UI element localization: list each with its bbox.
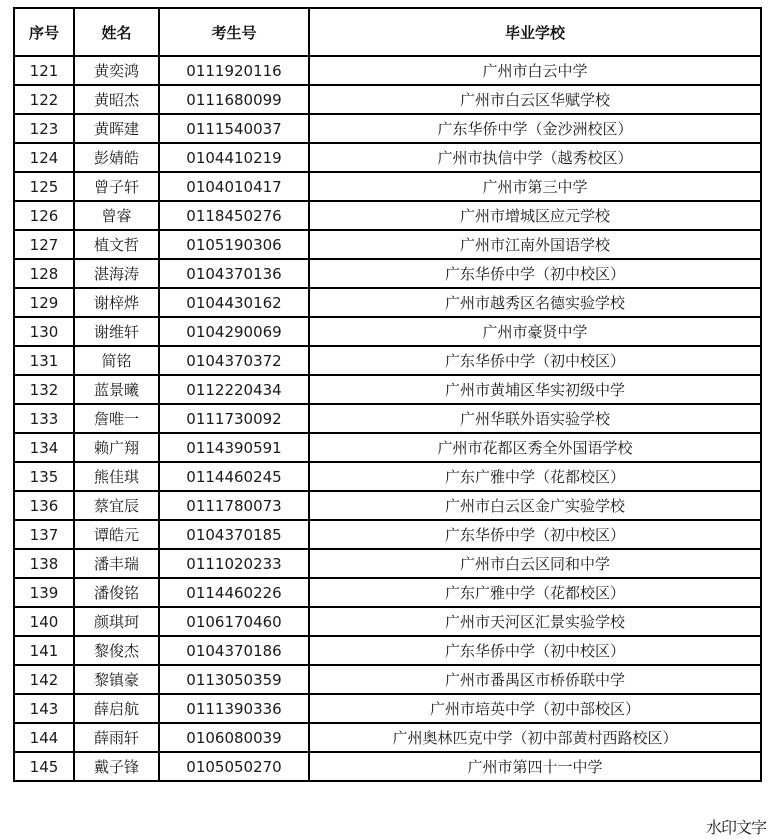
cell-name: 曾睿 — [74, 201, 159, 230]
cell-seq: 133 — [14, 404, 74, 433]
cell-exam-id: 0114460245 — [159, 462, 309, 491]
student-roster-table — [13, 7, 762, 782]
cell-school: 广州华联外语实验学校 — [309, 404, 761, 433]
cell-exam-id: 0111540037 — [159, 114, 309, 143]
table-row — [14, 317, 761, 346]
table-row — [14, 201, 761, 230]
table-row — [14, 114, 761, 143]
cell-school: 广州市白云区华赋学校 — [309, 85, 761, 114]
cell-name: 曾子轩 — [74, 172, 159, 201]
cell-school: 广州市白云中学 — [309, 56, 761, 85]
watermark-text: 水印文字 — [706, 818, 767, 837]
cell-school: 广州市第四十一中学 — [309, 752, 761, 781]
cell-seq: 137 — [14, 520, 74, 549]
cell-seq: 128 — [14, 259, 74, 288]
cell-school: 广州市执信中学（越秀校区） — [309, 143, 761, 172]
cell-seq: 144 — [14, 723, 74, 752]
cell-name: 戴子锋 — [74, 752, 159, 781]
cell-seq: 121 — [14, 56, 74, 85]
table-row — [14, 491, 761, 520]
table-row — [14, 230, 761, 259]
cell-exam-id: 0104430162 — [159, 288, 309, 317]
table-row — [14, 694, 761, 723]
cell-school: 广东广雅中学（花都校区） — [309, 462, 761, 491]
cell-seq: 140 — [14, 607, 74, 636]
cell-school: 广州奥林匹克中学（初中部黄村西路校区） — [309, 723, 761, 752]
cell-seq: 130 — [14, 317, 74, 346]
table-row — [14, 259, 761, 288]
cell-seq: 136 — [14, 491, 74, 520]
cell-exam-id: 0113050359 — [159, 665, 309, 694]
cell-school: 广州市江南外国语学校 — [309, 230, 761, 259]
cell-exam-id: 0106080039 — [159, 723, 309, 752]
table-row — [14, 607, 761, 636]
cell-school: 广东华侨中学（金沙洲校区） — [309, 114, 761, 143]
cell-school: 广州市黄埔区华实初级中学 — [309, 375, 761, 404]
cell-name: 简铭 — [74, 346, 159, 375]
cell-name: 彭婧皓 — [74, 143, 159, 172]
cell-exam-id: 0104370185 — [159, 520, 309, 549]
cell-exam-id: 0114460226 — [159, 578, 309, 607]
cell-exam-id: 0106170460 — [159, 607, 309, 636]
table-row — [14, 404, 761, 433]
cell-name: 谢维轩 — [74, 317, 159, 346]
cell-exam-id: 0111020233 — [159, 549, 309, 578]
header-school: 毕业学校 — [309, 8, 761, 56]
cell-name: 熊佳琪 — [74, 462, 159, 491]
table-row — [14, 462, 761, 491]
table-row — [14, 578, 761, 607]
cell-name: 詹唯一 — [74, 404, 159, 433]
cell-school: 广东华侨中学（初中校区） — [309, 636, 761, 665]
cell-school: 广州市花都区秀全外国语学校 — [309, 433, 761, 462]
cell-name: 谭皓元 — [74, 520, 159, 549]
cell-seq: 134 — [14, 433, 74, 462]
cell-school: 广东华侨中学（初中校区） — [309, 346, 761, 375]
table-row — [14, 288, 761, 317]
table-row — [14, 143, 761, 172]
cell-seq: 125 — [14, 172, 74, 201]
table-row — [14, 549, 761, 578]
cell-exam-id: 0111390336 — [159, 694, 309, 723]
cell-seq: 131 — [14, 346, 74, 375]
table-row — [14, 636, 761, 665]
cell-exam-id: 0104370136 — [159, 259, 309, 288]
cell-exam-id: 0111920116 — [159, 56, 309, 85]
cell-name: 黄昭杰 — [74, 85, 159, 114]
cell-exam-id: 0104010417 — [159, 172, 309, 201]
cell-exam-id: 0111780073 — [159, 491, 309, 520]
cell-seq: 142 — [14, 665, 74, 694]
cell-school: 广州市番禺区市桥侨联中学 — [309, 665, 761, 694]
cell-school: 广州市天河区汇景实验学校 — [309, 607, 761, 636]
cell-name: 黎俊杰 — [74, 636, 159, 665]
cell-exam-id: 0104290069 — [159, 317, 309, 346]
cell-school: 广州市培英中学（初中部校区） — [309, 694, 761, 723]
table-row — [14, 520, 761, 549]
cell-seq: 138 — [14, 549, 74, 578]
cell-name: 黎镇豪 — [74, 665, 159, 694]
cell-seq: 127 — [14, 230, 74, 259]
cell-name: 薛雨轩 — [74, 723, 159, 752]
header-exam-id: 考生号 — [159, 8, 309, 56]
cell-seq: 135 — [14, 462, 74, 491]
cell-seq: 141 — [14, 636, 74, 665]
cell-seq: 132 — [14, 375, 74, 404]
cell-school: 广州市增城区应元学校 — [309, 201, 761, 230]
cell-name: 黄晖建 — [74, 114, 159, 143]
cell-name: 蔡宜辰 — [74, 491, 159, 520]
cell-name: 谢梓烨 — [74, 288, 159, 317]
cell-school: 广州市豪贤中学 — [309, 317, 761, 346]
table-row — [14, 85, 761, 114]
cell-seq: 126 — [14, 201, 74, 230]
cell-school: 广州市越秀区名德实验学校 — [309, 288, 761, 317]
cell-exam-id: 0104370372 — [159, 346, 309, 375]
cell-exam-id: 0104370186 — [159, 636, 309, 665]
cell-name: 植文哲 — [74, 230, 159, 259]
cell-seq: 139 — [14, 578, 74, 607]
cell-seq: 145 — [14, 752, 74, 781]
cell-seq: 122 — [14, 85, 74, 114]
cell-school: 广东华侨中学（初中校区） — [309, 520, 761, 549]
table-header — [14, 8, 761, 56]
cell-exam-id: 0105050270 — [159, 752, 309, 781]
cell-school: 广州市白云区同和中学 — [309, 549, 761, 578]
cell-exam-id: 0111680099 — [159, 85, 309, 114]
cell-name: 颜琪珂 — [74, 607, 159, 636]
table-row — [14, 752, 761, 781]
cell-name: 蓝景曦 — [74, 375, 159, 404]
cell-exam-id: 0118450276 — [159, 201, 309, 230]
table-row — [14, 56, 761, 85]
cell-seq: 124 — [14, 143, 74, 172]
header-name: 姓名 — [74, 8, 159, 56]
table-body — [14, 56, 761, 781]
cell-name: 湛海涛 — [74, 259, 159, 288]
table-row — [14, 723, 761, 752]
cell-name: 赖广翔 — [74, 433, 159, 462]
cell-exam-id: 0104410219 — [159, 143, 309, 172]
cell-school: 广州市第三中学 — [309, 172, 761, 201]
table-row — [14, 172, 761, 201]
table-row — [14, 665, 761, 694]
header-seq: 序号 — [14, 8, 74, 56]
cell-name: 薛启航 — [74, 694, 159, 723]
header-row — [14, 8, 761, 56]
cell-name: 潘俊铭 — [74, 578, 159, 607]
table-row — [14, 346, 761, 375]
cell-seq: 143 — [14, 694, 74, 723]
cell-school: 广州市白云区金广实验学校 — [309, 491, 761, 520]
table-row — [14, 433, 761, 462]
table-row — [14, 375, 761, 404]
cell-name: 黄奕鸿 — [74, 56, 159, 85]
cell-exam-id: 0114390591 — [159, 433, 309, 462]
cell-school: 广东华侨中学（初中校区） — [309, 259, 761, 288]
cell-school: 广东广雅中学（花都校区） — [309, 578, 761, 607]
cell-exam-id: 0105190306 — [159, 230, 309, 259]
cell-seq: 123 — [14, 114, 74, 143]
cell-exam-id: 0111730092 — [159, 404, 309, 433]
cell-name: 潘丰瑞 — [74, 549, 159, 578]
cell-exam-id: 0112220434 — [159, 375, 309, 404]
cell-seq: 129 — [14, 288, 74, 317]
